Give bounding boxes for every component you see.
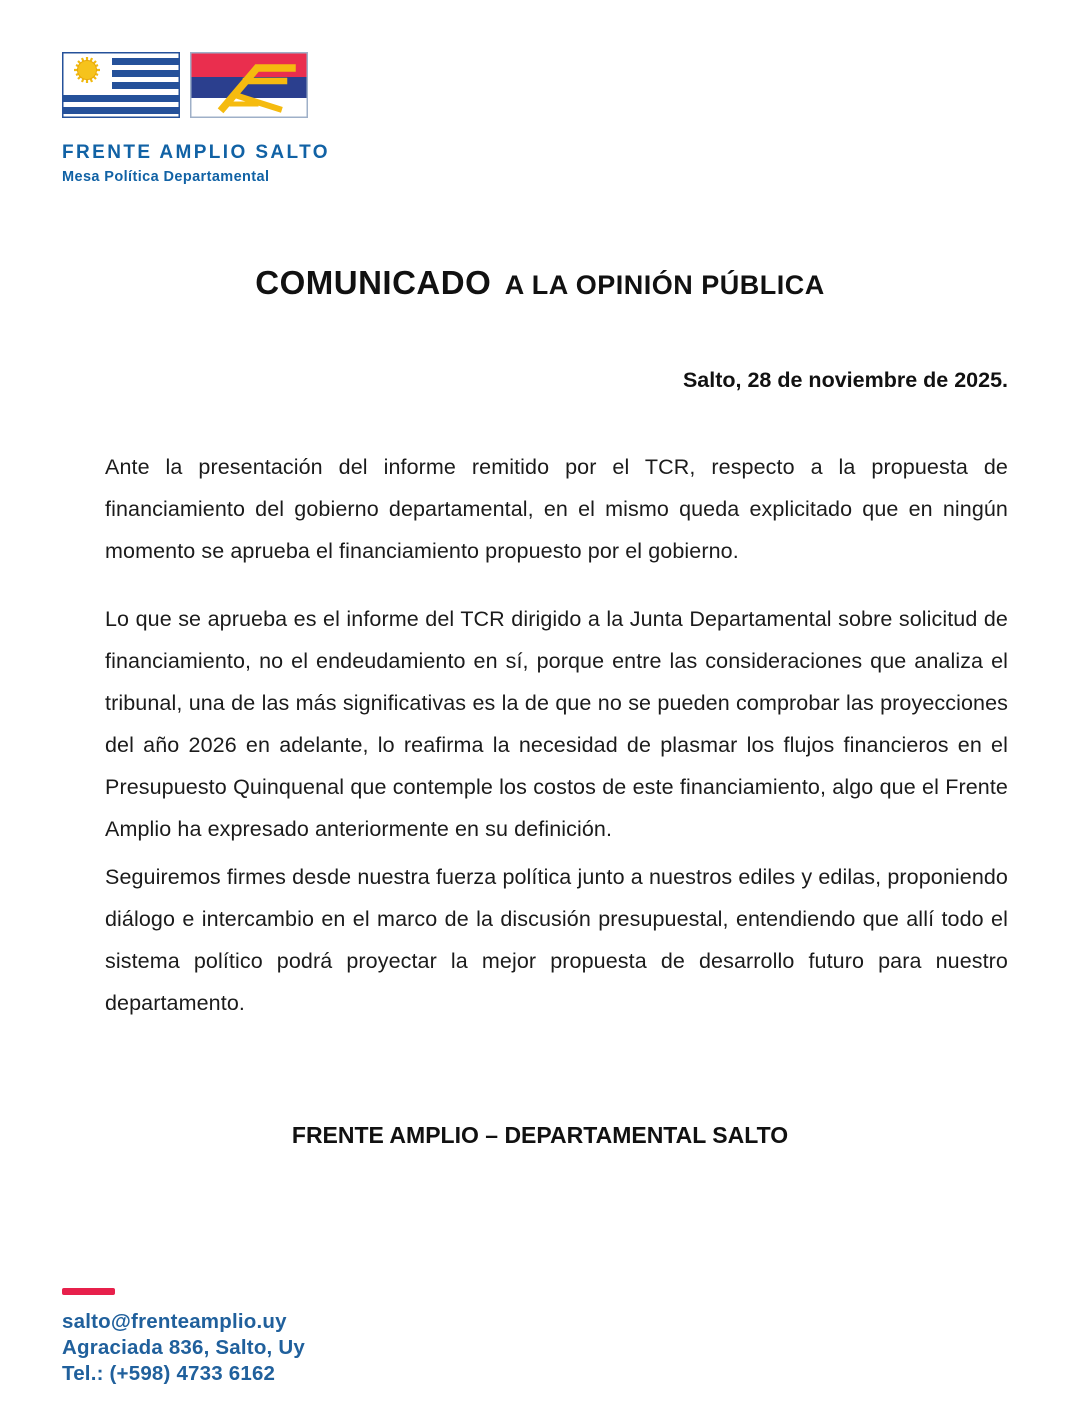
paragraph-3: Seguiremos firmes desde nuestra fuerza política junto a nuestros ediles y edilas, proponiendo diálogo e intercambio en el marco de la discusión presupuestal, entendiendo que allí todo el sistema político podrá proyectar la mejor propuesta de desarrollo futuro para nuestro departamento. [105,865,1008,1015]
org-subtitle: Mesa Política Departamental [62,169,270,185]
document-title-rest: A LA OPINIÓN PÚBLICA [504,270,825,300]
org-name: FRENTE AMPLIO SALTO [62,142,330,163]
paragraph-2: Lo que se aprueba es el informe del TCR dirigido a la Junta Departamental sobre solicitud de financiamiento, no el endeudamiento en sí, porque entre las consideraciones que analiza el tribunal, una de las más significativas es la de que no se pueden comprobar las proyecciones del año 2026 en adelante, lo reafirma la necesidad de plasmar los flujos financieros en el Presupuesto Quinquenal que contemple los costos de este financiamiento, algo que el Frente Amplio ha expresado anteriormente en su definición. [105,607,1008,841]
footer-accent-bar [62,1288,115,1295]
letterhead [62,52,330,185]
uruguay-flag-icon [62,52,180,118]
document-title [0,264,1080,302]
dateline: Salto, 28 de noviembre de 2025. [682,368,1008,392]
footer-phone: Tel.: (+598) 4733 6162 [62,1362,276,1385]
flag-row [62,52,330,118]
signature-line: FRENTE AMPLIO – DEPARTAMENTAL SALTO [291,1122,789,1148]
document-title-lead: COMUNICADO [255,264,492,301]
frente-amplio-flag-icon [190,52,308,118]
paragraph-1: Ante la presentación del informe remitido por el TCR, respecto a la propuesta de financiamiento del gobierno departamental, en el mismo queda explicitado que en ningún momento se aprueba el financiamiento propuesto por el gobierno. [105,455,1008,563]
footer-address: Agraciada 836, Salto, Uy [62,1336,305,1359]
footer-email: salto@frenteamplio.uy [62,1310,287,1333]
footer-contact [62,1288,305,1387]
